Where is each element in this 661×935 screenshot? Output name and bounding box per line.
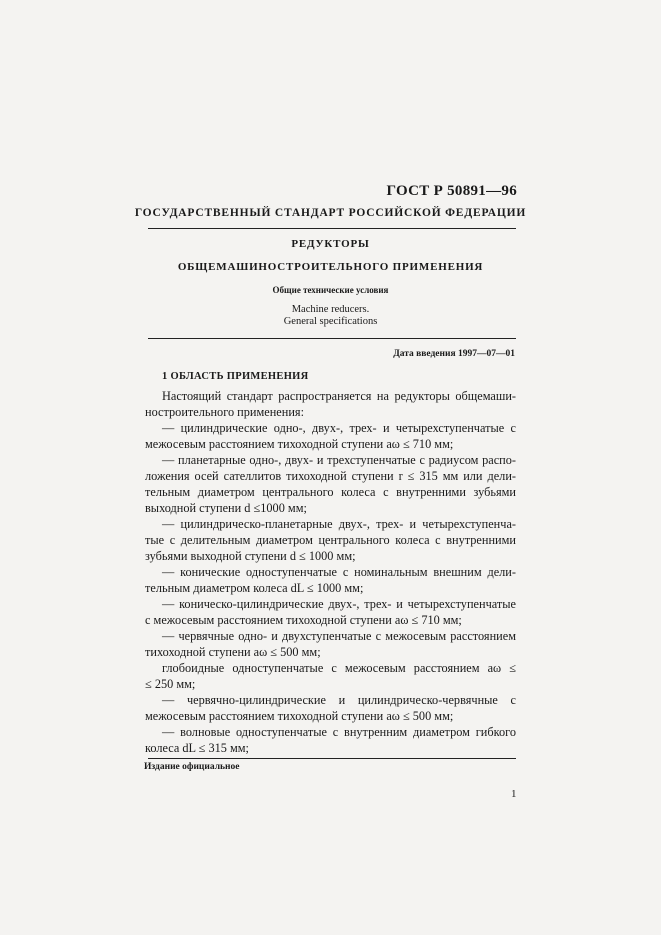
section-heading: 1 ОБЛАСТЬ ПРИМЕНЕНИЯ [162,371,309,382]
body-line: — планетарные одно-, двух- и трехступенчатые с радиусом распо- [162,453,516,467]
body-line: ностроительного применения: [145,405,304,419]
body-line: ложения осей сателлитов тихоходной ступени r ≤ 315 мм или дели- [145,469,516,483]
english-title-line2: General specifications [283,316,378,327]
page-number: 1 [511,788,517,800]
english-title-line1: Machine reducers. [291,304,370,315]
top-rule [148,228,516,229]
body-line: ≤ 250 мм; [145,677,196,691]
body-line: межосевым расстоянием тихоходной ступени aω ≤ 710 мм; [145,437,454,451]
body-line: зубьями выходной ступени d ≤ 1000 мм; [145,549,356,563]
document-title-line1: РЕДУКТОРЫ [291,238,370,250]
title-rule [148,338,516,339]
body-line: — конические одноступенчатые с номинальным внешним дели- [162,565,516,579]
official-edition-label: Издание официальное [144,762,240,772]
state-standard-heading: ГОСУДАРСТВЕННЫЙ СТАНДАРТ РОССИЙСКОЙ ФЕДЕРАЦИИ [134,207,527,219]
body-line: — червячно-цилиндрические и цилиндрическо-червячные с [162,693,516,707]
body-line: Настоящий стандарт распространяется на редукторы общемаши- [162,389,516,403]
body-line: тельным диаметром колеса dL ≤ 1000 мм; [145,581,364,595]
body-line: межосевым расстоянием тихоходной ступени aω ≤ 500 мм; [145,709,454,723]
standard-number: ГОСТ Р 50891—96 [386,183,517,199]
effective-date: Дата введения 1997—07—01 [393,349,515,359]
body-line: глобоидные одноступенчатые с межосевым расстоянием aω ≤ [162,661,516,675]
body-line: тихоходной ступени aω ≤ 500 мм; [145,645,321,659]
body-line: с межосевым расстоянием тихоходной ступени aω ≤ 710 мм; [145,613,462,627]
body-line: тельным диаметром центрального колеса с внутренними зубьями [145,485,516,499]
body-line: — червячные одно- и двухступенчатые с межосевым расстоянием [162,629,516,643]
document-subtitle: Общие технические условия [272,285,389,295]
body-line: — коническо-цилиндрические двух-, трех- и четырехступенчатые [162,597,516,611]
document-title-line2: ОБЩЕМАШИНОСТРОИТЕЛЬНОГО ПРИМЕНЕНИЯ [177,261,484,273]
body-line: — цилиндрические одно-, двух-, трех- и четырехступенчатые с [162,421,516,435]
body-line: колеса dL ≤ 315 мм; [145,741,249,755]
body-line: тые с делительным диаметром центрального колеса с внутренними [145,533,516,547]
body-line: — волновые одноступенчатые с внутренним диаметром гибкого [162,725,516,739]
body-line: — цилиндрическо-планетарные двух-, трех- и четырехступенча- [162,517,516,531]
body-line: выходной ступени d ≤1000 мм; [145,501,307,515]
footer-rule [148,758,516,759]
